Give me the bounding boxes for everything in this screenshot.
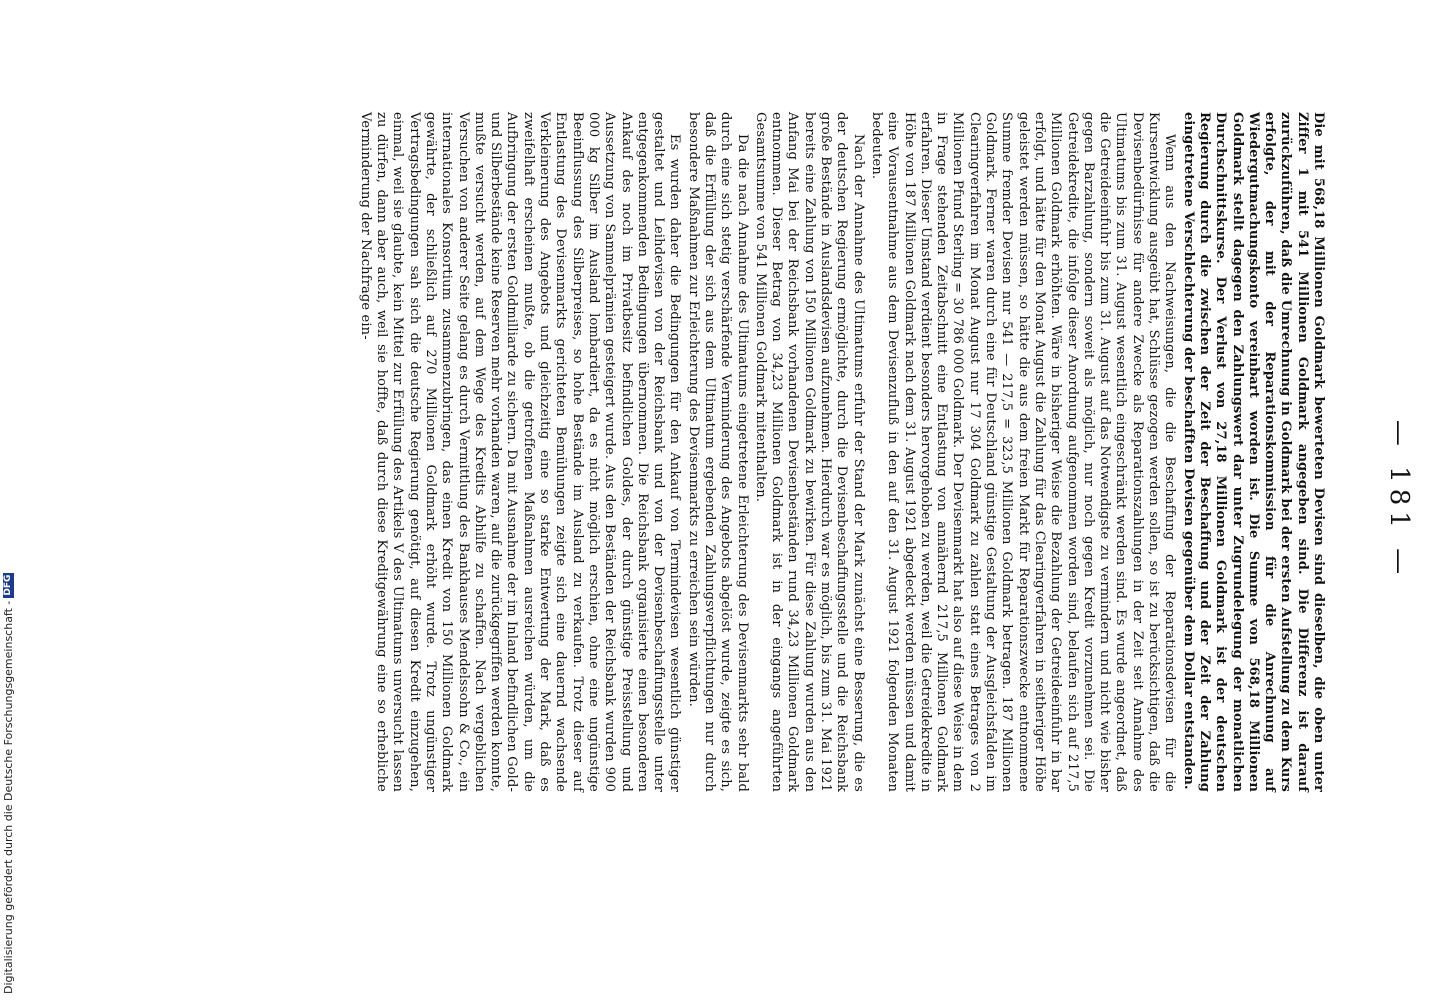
page-number: — 181 — (1384, 419, 1414, 581)
paragraph: Da die nach Annahme des Ultimatums eingetretene Erleichterung des Devisenmarkts sehr bald durch eine sich stetig verschärfende Verminderung des Angebots abgelöst wurde, zeigte es sich, daß die Erfüllung der sich aus dem Ultimatum ergebenden Zahlungsverpflichtungen nur durch besondere Maßnahmen zur Erleichterung des Devisenmarkts zu erreichen sein würden. (685, 112, 750, 792)
digitization-note-text: Digitalisierung gefördert durch die Deutsche Forschungsgemeinschaft - (2, 600, 15, 994)
paragraph: Es wurden daher die Bedingungen für den Ankauf von Termindevisen wesentlich günstiger gestaltet und Leihdevisen von der Reichsbank und von der Devisenbeschaffungsstelle unter entgegenkommenden Bedingungen übernommen. Die Reichsbank organisierte einen besonderen Ankauf des noch im Privatbesitz befindlichen Goldes, der durch günstige Preisstellung und Aussetzung von Sammelprämien gesteigert wurde. Aus den Beständen der Reichsbank wurden 900 000 kg Silber im Ausland lombardiert, da es nicht möglich erschien, ohne eine ungünstige Beeinflussung des Silberpreises, so hohe Bestände im Ausland zu verkaufen. Trotz dieser auf Entlastung des Devisenmarkts gerichteten Bemühungen zeigte sich eine dauernd wachsende Verkleinerung des Angebots und gleichzeitig eine so starke Entwertung der Mark, daß es zweifelhaft erscheinen mußte, ob die getroffenen Maßnahmen ausreichen würden, um die Aufbringung der ersten Goldmilliarde zu sichern. Da mit Ausnahme der im Inland befindlichen Gold- und Silberbestände keine Reserven mehr vorhanden waren, auf die zurückgegriffen werden konnte, mußte versucht werden, auf dem Wege des Kredits Abhilfe zu schaffen. Nach vergeblichen Versuchen von anderer Seite gelang es durch Vermittlung des Bankhauses Mendelssohn & Co., ein internationales Konsortium zusammenzubringen, das einen Kredit von 150 Millionen Goldmark gewährte, der schließlich auf 270 Millionen Goldmark erhöht wurde. Trotz ungünstiger Vertragsbedingungen sah sich die deutsche Regierung genötigt, auf diesen Kredit einzugehen, einmal, weil sie glaubte, kein Mittel zur Erfüllung des Artikels V des Ultimatums unversucht lassen zu dürfen, dann aber auch, weil sie hoffte, daß durch diese Kreditgewährung eine so erhebliche Verminderung der Nachfrage ein- (357, 112, 683, 792)
paragraph: Wenn aus den Nachweisungen, die die Beschaffung der Reparationsdevisen für die Kursentwicklung ausgeübt hat, Schlüsse gezogen werden sollen, so ist zu berücksichtigen, daß die Devisenbedürfnisse für andere Zwecke als Reparationszahlungen in der Zeit seit Annahme des Ultimatums bis zum 31. August wesentlich eingeschränkt werden sind. Es wurde angeordnet, daß die Getreideeinfuhr bis zum 31. August auf das Notwendigste zu vermindern und nicht wie bisher gegen Barzahlung, sondern soweit als möglich, nur noch gegen Kredit vorzunehmen sei. Die Getreidekredite, die infolge dieser Anordnung aufgenommen worden sind, belaufen sich auf 217,5 Millionen Goldmark erhöhten. Wäre in bisheriger Weise die Bezahlung der Getreideeinfuhr in bar erfolgt, und hätte für den Monat August die Zahlung für das Clearingverfahren in seitheriger Höhe geleistet werden müssen, so hätte die aus dem freien Markt für Reparationszwecke entnommene Summe fremder Devisen nur 541 — 217,5 = 323,5 Millionen Goldmark betragen. 187 Millionen Goldmark. Ferner waren durch eine für Deutschland günstige Gestaltung der Ausgleichsfalden im Clearingverfahren im Monat August nur 17 304 Goldmark zu zahlen statt eines Betrages von 2 Millionen Pfund Sterling = 30 786 000 Goldmark. Der Devisenmarkt hat also auf diese Weise in dem in Frage stehenden Zeitabschnitt eine Entlastung von annähernd 217,5 Millionen Goldmark erfahren. Dieser Umstand verdient besonders hervorgehoben zu werden, weil die Getreidekredite in Höhe von 187 Millionen Goldmark nach dem 31. August 1921 abgedeckt werden müssen und damit eine Vorausentnahme aus dem Devisenzufluß in den auf den 31. August 1921 folgenden Monaten bedeuten. (868, 112, 1178, 792)
dfg-logo: DFG (3, 574, 13, 596)
paragraph: Nach der Annahme des Ultimatums erfuhr der Stand der Mark zunächst eine Besserung, die es der deutschen Regierung ermöglichte, durch die Devisenbeschaffungsstelle und die Reichsbank große Bestände in Auslandsdevisen aufzunehmen. Hierdurch war es möglich, bis zum 31. Mai 1921 bereits eine Zahlung von 150 Millionen Goldmark zu bewirken. Für diese Zahlung wurden aus den Anfang Mai bei der Reichsbank vorhandenen Devisenbeständen rund 34,23 Millionen Goldmark entnommen. Dieser Betrag von 34,23 Millionen Goldmark ist in der eingangs angeführten Gesamtsumme von 541 Millionen Goldmark mitenthalten. (752, 112, 866, 792)
text-body (356, 112, 1326, 792)
paragraph: Die mit 568,18 Millionen Goldmark bewerteten Devisen sind dieselben, die oben unter Ziffer 1 mit 541 Millionen Goldmark angegeben sind. Die Differenz ist darauf zurückzuführen, daß die Umrechnung in Goldmark bei der ersten Aufstellung zu dem Kurs erfolgte, der mit der Reparationskommission für die Anrechnung auf Wiedergutmachungskonto vereinbart worden ist. Die Summe von 568,18 Millionen Goldmark stellt dagegen den Zahlungswert dar unter Zugrundelegung der monatlichen Durchschnittskurse. Der Verlust von 27,18 Millionen Goldmark ist der deutschen Regierung durch die zwischen der Zeit der Beschaffung und der Zeit der Zahlung eingetretene Verschlechterung der beschafften Devisen gegenüber dem Dollar entstanden. (1180, 112, 1326, 792)
digitization-note (2, 573, 15, 994)
